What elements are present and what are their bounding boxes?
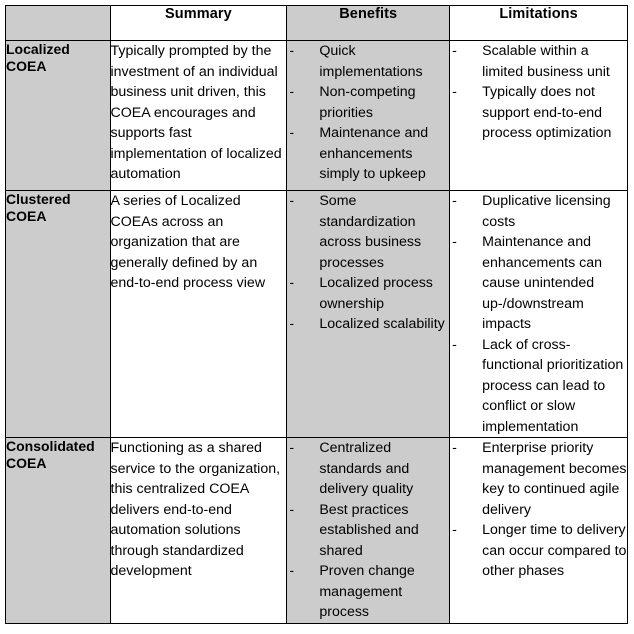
row-label-localized: Localized COEA (6, 41, 111, 191)
list-item-text: Scalable within a limited business unit (482, 43, 610, 80)
list-item-text: Non-competing priorities (319, 84, 416, 121)
list-item (450, 191, 627, 232)
dash-bullet-icon: - (289, 275, 295, 291)
summary-cell-localized: Typically prompted by the investment of an individual business unit driven, this COEA encourages and supports fast implementation of localized automation (110, 41, 287, 191)
column-header-model (6, 6, 111, 41)
row-label-consolidated: Consolidated COEA (6, 438, 111, 624)
column-header-limitations: Limitations (450, 6, 628, 41)
limitations-cell-consolidated (450, 438, 628, 624)
dash-bullet-icon: - (452, 84, 457, 100)
list-item-text: Centralized standards and delivery quality (319, 440, 414, 497)
list-item (287, 273, 449, 314)
list-item-text: Best practices established and shared (319, 501, 419, 559)
table-body (6, 41, 628, 624)
list-item-text: Duplicative licensing costs (482, 193, 611, 230)
benefits-cell-consolidated (287, 438, 450, 624)
benefits-list (287, 191, 449, 335)
list-item (450, 335, 627, 438)
list-item (287, 82, 449, 123)
column-header-benefits: Benefits (287, 6, 450, 41)
summary-cell-clustered: A series of Localized COEAs across an organization that are generally defined by an end-to-end process view (110, 191, 287, 438)
list-item (450, 82, 627, 144)
limitations-cell-clustered (450, 191, 628, 438)
benefits-cell-clustered (287, 191, 450, 438)
list-item-text: Maintenance and enhancements simply to upkeep (319, 125, 429, 182)
table-header (6, 6, 628, 41)
dash-bullet-icon: - (289, 440, 295, 456)
table-row (6, 438, 628, 624)
benefits-list (287, 438, 449, 623)
list-item-text: Maintenance and enhancements can cause unintended up-/downstream impacts (482, 234, 603, 332)
header-row (6, 6, 628, 41)
list-item-text: Longer time to delivery can occur compared to other phases (482, 522, 627, 579)
list-item (287, 41, 449, 82)
limitations-cell-localized (450, 41, 628, 191)
dash-bullet-icon: - (289, 43, 295, 59)
dash-bullet-icon: - (452, 336, 457, 353)
list-item (450, 438, 627, 520)
dash-bullet-icon: - (452, 234, 457, 250)
list-item-text: Quick implementations (319, 43, 423, 80)
table-row (6, 41, 628, 191)
dash-bullet-icon: - (289, 563, 295, 579)
limitations-list (450, 41, 627, 144)
list-item-text: Typically does not support end-to-end process optimization (482, 84, 612, 141)
list-item (287, 123, 449, 185)
list-item (287, 438, 449, 500)
list-item (450, 232, 627, 335)
list-item (287, 314, 449, 335)
dash-bullet-icon: - (452, 522, 457, 538)
dash-bullet-icon: - (452, 440, 457, 456)
list-item-text: Proven change management process (319, 563, 415, 620)
table-row (6, 191, 628, 438)
list-item (450, 520, 627, 582)
coea-comparison-table (5, 5, 628, 624)
limitations-list (450, 438, 627, 582)
list-item-text: Lack of cross-functional prioritization process can lead to conflict or slow implementation (482, 336, 624, 435)
dash-bullet-icon: - (289, 193, 295, 209)
dash-bullet-icon: - (289, 316, 295, 332)
summary-cell-consolidated: Functioning as a shared service to the organization, this centralized COEA delivers end-to-end automation solutions through standardized development (110, 438, 287, 624)
list-item (287, 500, 449, 562)
list-item-text: Enterprise priority management becomes key to continued agile delivery (482, 440, 627, 518)
benefits-list (287, 41, 449, 185)
list-item (287, 561, 449, 623)
row-label-clustered: Clustered COEA (6, 191, 111, 438)
dash-bullet-icon: - (289, 84, 295, 100)
dash-bullet-icon: - (452, 193, 457, 209)
column-header-summary: Summary (110, 6, 287, 41)
list-item (450, 41, 627, 82)
limitations-list (450, 191, 627, 437)
list-item (287, 191, 449, 273)
list-item-text: Localized process ownership (319, 275, 433, 312)
list-item-text: Some standardization across business processes (319, 193, 422, 271)
benefits-cell-localized (287, 41, 450, 191)
dash-bullet-icon: - (452, 43, 457, 59)
list-item-text: Localized scalability (319, 316, 445, 332)
dash-bullet-icon: - (289, 501, 295, 518)
dash-bullet-icon: - (289, 125, 295, 141)
